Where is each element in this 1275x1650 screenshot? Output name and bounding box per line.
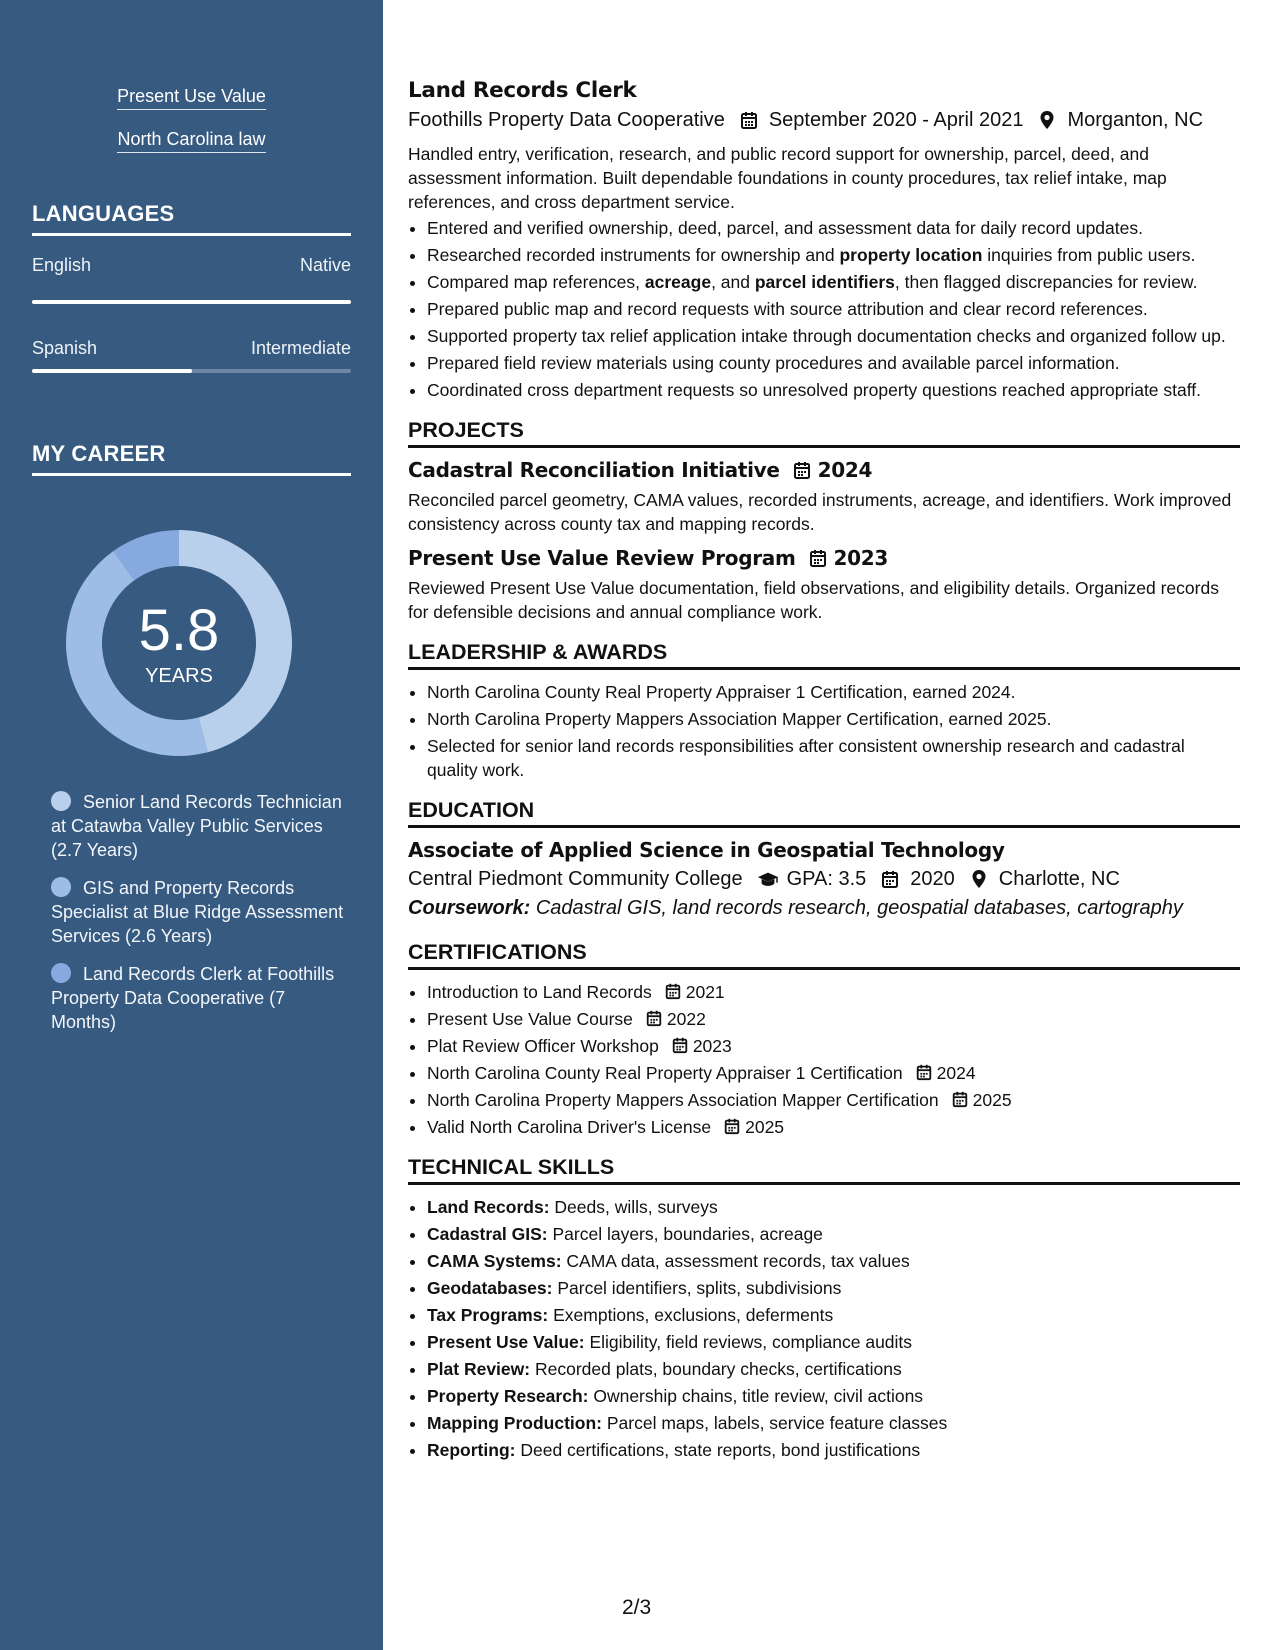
career-item-text: Land Records Clerk at Foothills Property Data Cooperative (7 Months) bbox=[51, 964, 335, 1032]
skill-item bbox=[427, 1411, 1240, 1435]
job-summary: Handled entry, verification, research, and public record support for ownership, parcel, deed, and assessment information. Built dependable foundations in county procedures, tax relief intake, map references, and cross department service. bbox=[408, 144, 1167, 212]
leadership-list bbox=[408, 680, 1240, 782]
skill-label: Present Use Value: bbox=[427, 1332, 585, 1352]
job-dates: September 2020 - April 2021 bbox=[768, 109, 1024, 131]
calendar-icon bbox=[723, 1117, 741, 1135]
skill-value: Deed certifications, state reports, bond justifications bbox=[520, 1440, 921, 1460]
skill-value: Ownership chains, title review, civil actions bbox=[593, 1386, 924, 1406]
certification-item bbox=[427, 1034, 1240, 1058]
projects-heading: PROJECTS bbox=[408, 418, 1240, 448]
education-location: Charlotte, NC bbox=[998, 868, 1120, 890]
project-year: 2023 bbox=[833, 546, 888, 570]
skill-label: Geodatabases: bbox=[427, 1278, 553, 1298]
career-item bbox=[51, 876, 351, 948]
skill-item bbox=[427, 1195, 1240, 1219]
link-present-use-value[interactable]: Present Use Value bbox=[117, 86, 266, 110]
job-bullet: • Entered and verified ownership, deed, parcel, and assessment data for daily record updates. bbox=[427, 216, 1240, 240]
job-bullet: • Supported property tax relief application intake through documentation checks and organized follow up. bbox=[427, 324, 1240, 348]
skills-heading: TECHNICAL SKILLS bbox=[408, 1155, 1240, 1185]
job-meta bbox=[408, 109, 1240, 132]
project-title-row bbox=[408, 546, 1240, 570]
calendar-icon bbox=[951, 1090, 969, 1108]
certification-year: 2025 bbox=[745, 1117, 785, 1137]
certifications-heading: CERTIFICATIONS bbox=[408, 940, 1240, 970]
sidebar-links bbox=[0, 86, 383, 172]
main-content bbox=[408, 78, 1240, 1465]
leadership-heading: LEADERSHIP & AWARDS bbox=[408, 640, 1240, 670]
career-legend-dot bbox=[51, 963, 71, 983]
skill-item bbox=[427, 1438, 1240, 1462]
skill-item bbox=[427, 1276, 1240, 1300]
leadership-item: • North Carolina Property Mappers Association Mapper Certification, earned 2025. bbox=[427, 707, 1240, 731]
skill-value: Deeds, wills, surveys bbox=[554, 1197, 718, 1217]
certifications-list bbox=[408, 980, 1240, 1139]
coursework-label: Coursework: bbox=[408, 897, 531, 919]
calendar-icon bbox=[915, 1063, 933, 1081]
link-north-carolina-law[interactable]: North Carolina law bbox=[117, 129, 265, 153]
certification-item bbox=[427, 1088, 1240, 1112]
job-bullet: • Prepared public map and record requests with source attribution and clear record references. bbox=[427, 297, 1240, 321]
skill-label: Mapping Production: bbox=[427, 1413, 602, 1433]
language-row bbox=[32, 338, 351, 359]
certification-year: 2022 bbox=[666, 1009, 706, 1029]
leadership-item: • North Carolina County Real Property Appraiser 1 Certification, earned 2024. bbox=[427, 680, 1240, 704]
project-item bbox=[408, 458, 1240, 536]
certification-name: Present Use Value Course bbox=[427, 1009, 633, 1029]
leadership-item: • Selected for senior land records responsibilities after consistent ownership research and cadastral quality work. bbox=[427, 734, 1240, 782]
project-description: Reviewed Present Use Value documentation, field observations, and eligibility details. Organized records for defensible decisions and annual compliance work. bbox=[408, 578, 1219, 622]
language-proficiency-fill bbox=[32, 300, 351, 304]
certification-year: 2024 bbox=[936, 1063, 976, 1083]
certification-item bbox=[427, 980, 1240, 1004]
skill-label: Tax Programs: bbox=[427, 1305, 549, 1325]
job-title: Land Records Clerk bbox=[408, 78, 637, 103]
certification-item bbox=[427, 1115, 1240, 1139]
job-bullets bbox=[408, 216, 1240, 402]
calendar-icon bbox=[671, 1036, 689, 1054]
location-pin-icon bbox=[1037, 110, 1059, 132]
coursework-text: Cadastral GIS, land records research, geospatial databases, cartography bbox=[535, 897, 1183, 919]
certification-year: 2025 bbox=[972, 1090, 1012, 1110]
certification-name: North Carolina County Real Property Appraiser 1 Certification bbox=[427, 1063, 903, 1083]
certification-item bbox=[427, 1007, 1240, 1031]
page-number: 2/3 bbox=[622, 1596, 652, 1619]
career-item-text: GIS and Property Records Specialist at Blue Ridge Assessment Services (2.6 Years) bbox=[51, 878, 344, 946]
certification-name: North Carolina Property Mappers Association Mapper Certification bbox=[427, 1090, 939, 1110]
skill-value: Parcel layers, boundaries, acreage bbox=[552, 1224, 823, 1244]
language-level: Intermediate bbox=[250, 338, 351, 358]
education-coursework bbox=[408, 897, 1240, 920]
education-year: 2020 bbox=[910, 868, 955, 890]
language-proficiency-fill bbox=[32, 369, 192, 373]
education-degree: Associate of Applied Science in Geospatial Technology bbox=[408, 838, 1005, 862]
skill-label: Reporting: bbox=[427, 1440, 516, 1460]
calendar-icon bbox=[808, 548, 828, 568]
certification-item bbox=[427, 1061, 1240, 1085]
job-bullet: • Coordinated cross department requests so unresolved property questions reached appropriate staff. bbox=[427, 378, 1240, 402]
project-title: Present Use Value Review Program bbox=[408, 546, 796, 570]
job-company: Foothills Property Data Cooperative bbox=[408, 109, 725, 131]
skill-item bbox=[427, 1249, 1240, 1273]
skill-label: Property Research: bbox=[427, 1386, 589, 1406]
career-item-text: Senior Land Records Technician at Catawba Valley Public Services (2.7 Years) bbox=[51, 792, 342, 860]
language-name: Spanish bbox=[32, 338, 98, 358]
skill-value: Parcel maps, labels, service feature classes bbox=[606, 1413, 948, 1433]
skill-value: CAMA data, assessment records, tax values bbox=[566, 1251, 910, 1271]
job-location: Morganton, NC bbox=[1067, 109, 1204, 131]
graduation-cap-icon bbox=[757, 869, 779, 891]
sidebar bbox=[0, 0, 383, 1650]
job-bullet: • Researched recorded instruments for ownership and property location inquiries from public users. bbox=[427, 243, 1240, 267]
skill-value: Parcel identifiers, splits, subdivisions bbox=[557, 1278, 842, 1298]
project-title: Cadastral Reconciliation Initiative bbox=[408, 458, 780, 482]
skill-item bbox=[427, 1357, 1240, 1381]
project-year: 2024 bbox=[817, 458, 873, 482]
skill-item bbox=[427, 1330, 1240, 1354]
education-meta bbox=[408, 868, 1240, 891]
skill-label: Plat Review: bbox=[427, 1359, 531, 1379]
career-donut-chart bbox=[66, 530, 292, 756]
certification-name: Valid North Carolina Driver's License bbox=[427, 1117, 712, 1137]
career-item bbox=[51, 962, 351, 1034]
calendar-icon bbox=[792, 460, 812, 480]
language-level: Native bbox=[299, 255, 351, 275]
project-item bbox=[408, 546, 1240, 624]
calendar-icon bbox=[739, 110, 761, 132]
skill-item bbox=[427, 1222, 1240, 1246]
career-legend-dot bbox=[51, 791, 71, 811]
education-heading: EDUCATION bbox=[408, 798, 1240, 828]
language-row bbox=[32, 255, 351, 276]
job-bullet: • Compared map references, acreage, and parcel identifiers, then flagged discrepancies for review. bbox=[427, 270, 1240, 294]
skill-item bbox=[427, 1384, 1240, 1408]
certification-name: Plat Review Officer Workshop bbox=[427, 1036, 659, 1056]
certification-year: 2021 bbox=[685, 982, 725, 1002]
languages-heading: LANGUAGES bbox=[32, 201, 351, 236]
education-gpa: GPA: 3.5 bbox=[786, 868, 867, 890]
certification-year: 2023 bbox=[692, 1036, 732, 1056]
certification-name: Introduction to Land Records bbox=[427, 982, 652, 1002]
career-total-unit: YEARS bbox=[145, 665, 213, 687]
skills-list bbox=[408, 1195, 1240, 1462]
skill-value: Eligibility, field reviews, compliance audits bbox=[589, 1332, 913, 1352]
calendar-icon bbox=[880, 869, 902, 891]
career-heading: MY CAREER bbox=[32, 441, 351, 476]
skill-value: Exemptions, exclusions, deferments bbox=[553, 1305, 834, 1325]
education-school: Central Piedmont Community College bbox=[408, 868, 743, 890]
calendar-icon bbox=[645, 1009, 663, 1027]
job-bullet: • Prepared field review materials using county procedures and available parcel information. bbox=[427, 351, 1240, 375]
skill-item bbox=[427, 1303, 1240, 1327]
career-item bbox=[51, 790, 351, 862]
language-name: English bbox=[32, 255, 92, 275]
skill-value: Recorded plats, boundary checks, certifications bbox=[534, 1359, 902, 1379]
skill-label: Land Records: bbox=[427, 1197, 550, 1217]
career-legend-dot bbox=[51, 877, 71, 897]
project-description: Reconciled parcel geometry, CAMA values, recorded instruments, acreage, and identifiers. Work improved consistency across county tax and mapping records. bbox=[408, 490, 1232, 534]
skill-label: Cadastral GIS: bbox=[427, 1224, 548, 1244]
language-proficiency-bar bbox=[32, 369, 351, 373]
skill-label: CAMA Systems: bbox=[427, 1251, 562, 1271]
language-proficiency-bar bbox=[32, 300, 351, 304]
project-title-row bbox=[408, 458, 1240, 482]
career-total-value: 5.8 bbox=[138, 598, 220, 663]
career-list bbox=[51, 790, 351, 1048]
location-pin-icon bbox=[969, 869, 991, 891]
calendar-icon bbox=[664, 982, 682, 1000]
